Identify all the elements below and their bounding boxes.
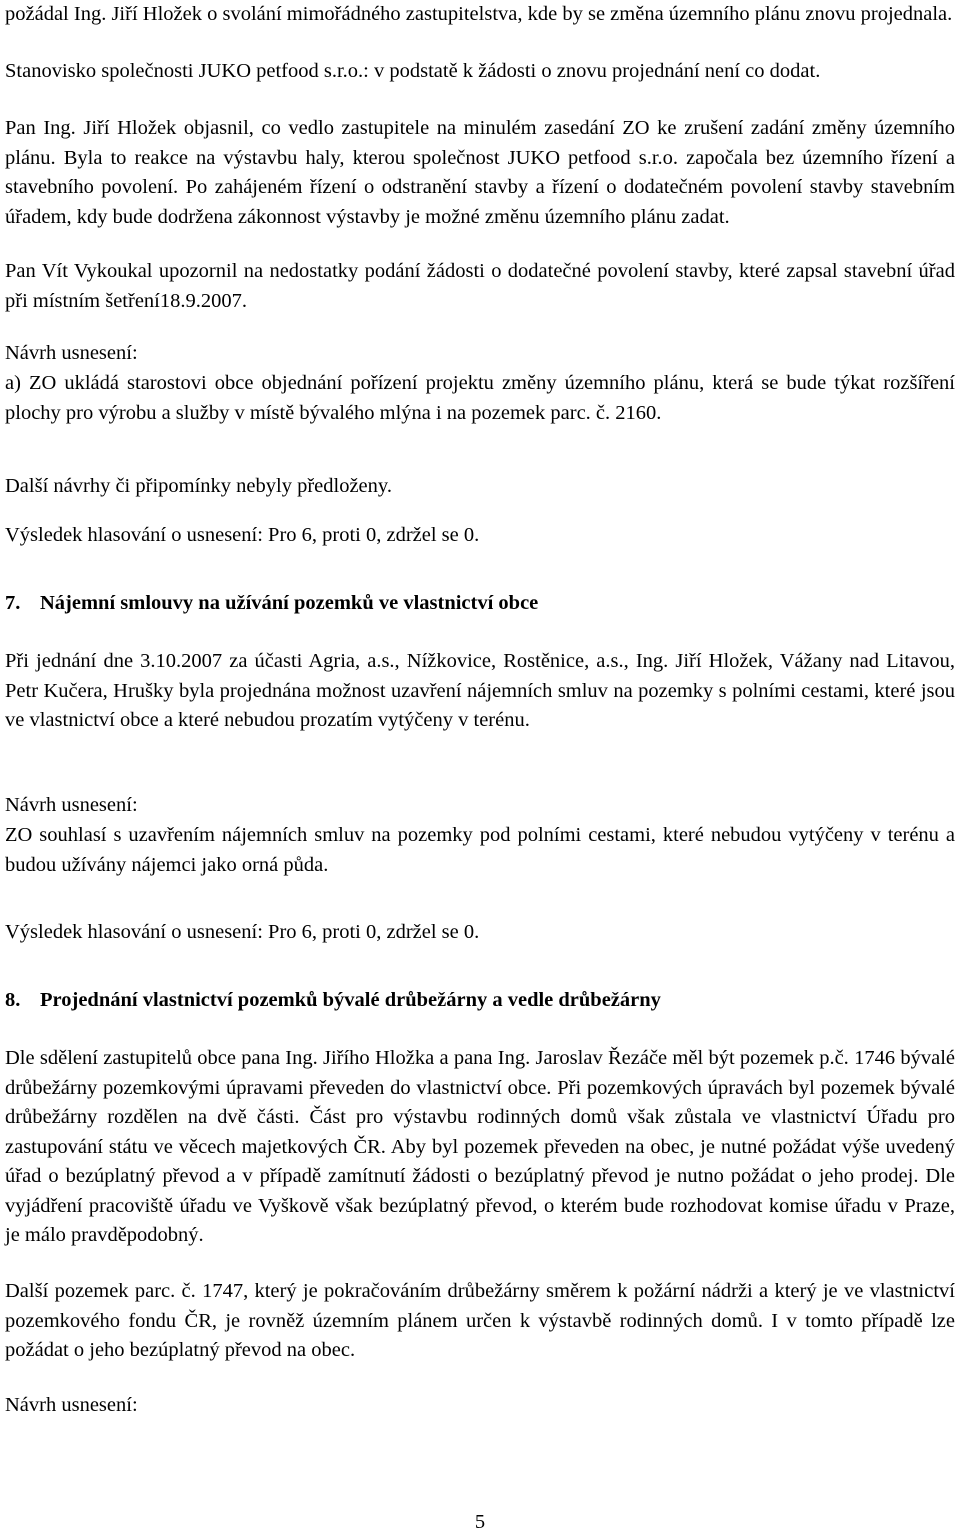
section-7-text: Při jednání dne 3.10.2007 za účasti Agria, a.s., Nížkovice, Rostěnice, a.s., Ing. Jiří Hložek, Vážany nad Litavou, Petr Kučera, Hrušky byla projednána možnost uzavření nájemních smluv na pozemky s polními cestami, které jsou ve vlastnictví obce a které nebudou prozatím vytýčeny v terénu.	[5, 650, 955, 731]
resolution-label-1: Návrh usnesení:	[5, 342, 138, 364]
paragraph-hlozek-explained: Pan Ing. Jiří Hložek objasnil, co vedlo zastupitele na minulém zasedání ZO ke zrušení zadání změny územního plánu. Byla to reakce na výstavbu haly, kterou společnost JUKO petfood s.r.o. započala bez územního řízení a stavebního povolení. Po zahájeném řízení o odstranění stavby a řízení o dodatečném povolení stavby stavebním úřadem, kdy bude dodržena zákonnost výstavby je možné změnu územního plánu zadat.	[5, 117, 955, 228]
paragraph-intro: požádal Ing. Jiří Hložek o svolání mimořádného zastupitelstva, kde by se změna územního plánu znovu projednala.	[5, 3, 953, 25]
section-8-text-2: Další pozemek parc. č. 1747, který je pokračováním drůbežárny směrem k požární nádrži a který je ve vlastnictví pozemkového fondu ČR, je rovněž územním plánem určen k výstavbě rodinných domů. I v tomto případě lze požádat o jeho bezúplatný převod na obec.	[5, 1280, 955, 1361]
resolution-label-2: Návrh usnesení:	[5, 794, 138, 816]
section-8-heading	[5, 986, 661, 1016]
section-7-heading	[5, 589, 538, 619]
resolution-text-2: ZO souhlasí s uzavřením nájemních smluv na pozemky pod polními cestami, které nebudou vytýčeny v terénu a budou užívány nájemci jako orná půda.	[5, 824, 955, 876]
section-8-number: 8.	[5, 989, 21, 1011]
resolution-text-1: a) ZO ukládá starostovi obce objednání pořízení projektu změny územního plánu, která se bude týkat rozšíření plochy pro výrobu a služby v místě bývalého mlýna i na pozemek parc. č. 2160.	[5, 372, 955, 424]
paragraph-vykoukal: Pan Vít Vykoukal upozornil na nedostatky podání žádosti o dodatečné povolení stavby, které zapsal stavební úřad při místním šetření18.9.2007.	[5, 260, 955, 312]
section-7-number: 7.	[5, 592, 21, 614]
section-8-text: Dle sdělení zastupitelů obce pana Ing. Jiřího Hložka a pana Ing. Jaroslav Řezáče měl být pozemek p.č. 1746 bývalé drůbežárny pozemkovými úpravami převeden do vlastnictví obce. Při pozemkových úpravách byl pozemek bývalé drůbežárny rozdělen na dvě části. Část pro výstavbu rodinných domů však zůstala ve vlastnictví Úřadu pro zastupování státu ve věcech majetkových ČR. Aby byl pozemek převeden na obec, je nutné požádat výše uvedený úřad o bezúplatný převod a v případě zamítnutí žádosti o bezúplatný převod je nutno požádat o jeho prodej. Dle vyjádření pracoviště úřadu ve Vyškově však bezúplatný převod, o kterém bude rozhodovat komise úřadu v Praze, je málo pravděpodobný.	[5, 1047, 955, 1246]
resolution-label-3: Návrh usnesení:	[5, 1394, 138, 1416]
section-7-title: Nájemní smlouvy na užívání pozemků ve vlastnictví obce	[40, 592, 539, 614]
section-8-title: Projednání vlastnictví pozemků bývalé drůbežárny a vedle drůbežárny	[40, 989, 661, 1011]
page-number: 5	[474, 1511, 486, 1533]
no-other-proposals: Další návrhy či připomínky nebyly předloženy.	[5, 475, 392, 497]
vote-result-1: Výsledek hlasování o usnesení: Pro 6, proti 0, zdržel se 0.	[5, 524, 480, 546]
vote-result-2: Výsledek hlasování o usnesení: Pro 6, proti 0, zdržel se 0.	[5, 921, 480, 943]
paragraph-juko-stanovisko: Stanovisko společnosti JUKO petfood s.r.o.: v podstatě k žádosti o znovu projednání není co dodat.	[5, 60, 821, 82]
